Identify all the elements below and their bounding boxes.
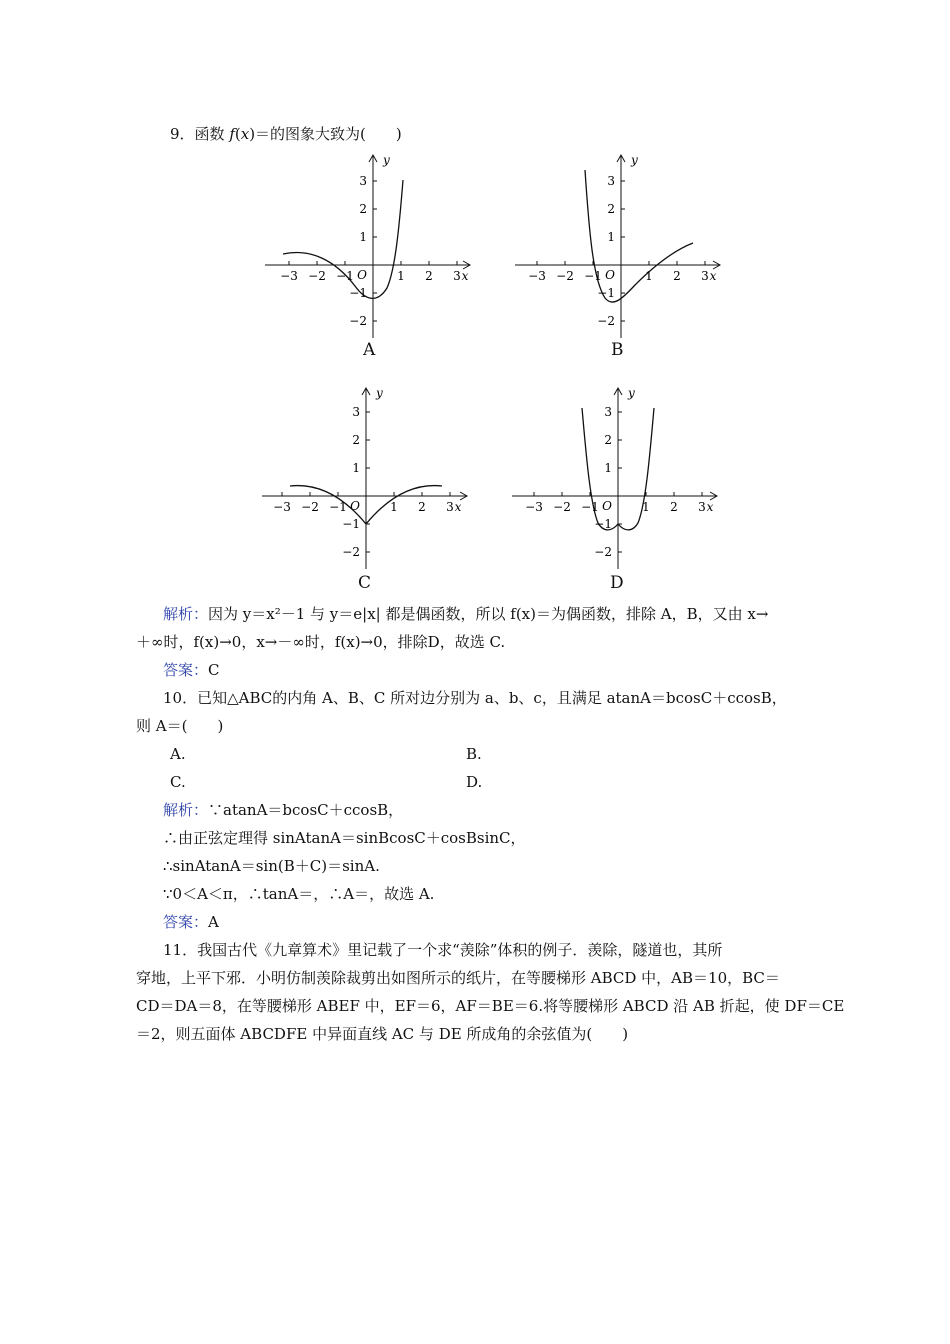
x-tick-label: −3 [525,500,543,514]
q9-analysis-label: 解析： [163,605,209,623]
graph-option-b [515,150,735,360]
x-tick-label: −2 [553,500,571,514]
y-tick-label: 2 [359,202,367,216]
q10-analysis-label: 解析： [163,801,209,819]
y-tick-label: 1 [604,461,612,475]
y-tick-label: 1 [607,230,615,244]
q10-analysis-line4: ∵0＜A＜π，∴tanA＝，∴A＝，故选 A. [163,885,435,903]
y-tick-label: 1 [352,461,360,475]
graph-a-svg [265,150,485,340]
graph-a-label: A [363,340,376,360]
x-tick-label: −3 [280,269,298,283]
graph-c-label: C [358,573,372,593]
y-tick-label: −2 [342,545,360,559]
x-tick-label: 2 [425,269,433,283]
q9-analysis-line1: 解析：因为 y＝x²－1 与 y＝e|x| 都是偶函数，所以 f(x)＝为偶函数，排除 A，B，又由 x→ [163,605,769,623]
q11-line3: CD＝DA＝8，在等腰梯形 ABEF 中，EF＝6，AF＝BE＝6.将等腰梯形 ABCD 沿 AB 折起，使 DF＝CE [136,997,845,1015]
x-tick-label: 3 [698,500,706,514]
y-axis-label: y [383,153,390,167]
y-tick-label: 3 [604,405,612,419]
y-tick-label: 2 [352,433,360,447]
y-axis-label: y [376,386,383,400]
y-tick-label: −2 [594,545,612,559]
q9-answer-label: 答案： [163,661,209,679]
q10-analysis-line3: ∴sinAtanA＝sin(B＋C)＝sinA. [163,857,380,875]
y-tick-label: −2 [349,314,367,328]
y-tick-label: 2 [607,202,615,216]
y-tick-label: −1 [597,286,615,300]
x-tick-label: 1 [645,269,653,283]
x-tick-label: −3 [528,269,546,283]
x-tick-label: 2 [418,500,426,514]
y-axis-label: y [628,386,635,400]
graph-b-label: B [611,340,624,360]
x-axis-label: x [461,269,469,283]
x-tick-label: 3 [701,269,709,283]
x-tick-label: −2 [556,269,574,283]
x-tick-label: −1 [329,500,347,514]
origin-label: O [602,499,612,513]
graph-option-c [262,383,482,593]
x-tick-label: 1 [642,500,650,514]
x-tick-label: 3 [446,500,454,514]
y-tick-label: −1 [594,517,612,531]
y-tick-label: 3 [359,174,367,188]
x-tick-label: −1 [336,269,354,283]
graph-c-svg [262,383,482,573]
y-tick-label: −2 [597,314,615,328]
y-tick-label: 3 [607,174,615,188]
q11-line4: ＝2，则五面体 ABCDFE 中异面直线 AC 与 DE 所成角的余弦值为( ) [136,1025,629,1043]
graph-option-d [512,383,732,593]
x-tick-label: 1 [390,500,398,514]
y-axis-label: y [631,153,638,167]
q10-answer-label: 答案： [163,913,209,931]
q10-stem-line1: 10．已知△ABC的内角 A、B、C 所对边分别为 a、b、c，且满足 atanA＝bcosC＋ccosB， [163,689,787,707]
x-axis-label: x [709,269,717,283]
x-tick-label: 2 [673,269,681,283]
q9-stem: 9．函数 f(x)＝的图象大致为( ) [170,125,402,143]
y-tick-label: −1 [349,286,367,300]
x-tick-label: −2 [301,500,319,514]
q10-analysis-line2: ∴由正弦定理得 sinAtanA＝sinBcosC＋cosBsinC， [163,829,526,847]
graph-d-label: D [610,573,624,593]
x-axis-label: x [706,500,714,514]
q11-line1: 11．我国古代《九章算术》里记载了一个求“羡除”体积的例子．羡除，隧道也，其所 [163,941,723,959]
y-tick-label: 3 [352,405,360,419]
y-tick-label: 2 [604,433,612,447]
graph-d-svg [512,383,732,573]
q11-line2: 穿地，上平下邪．小明仿制羡除裁剪出如图所示的纸片，在等腰梯形 ABCD 中，AB＝10，BC＝ [136,969,780,987]
graph-b-svg [515,150,735,340]
x-tick-label: −1 [581,500,599,514]
q9-answer: 答案：C [163,661,220,679]
x-axis-label: x [454,500,462,514]
q10-option-d: D. [466,773,483,791]
q10-analysis-line1: 解析：∵atanA＝bcosC＋ccosB， [163,801,404,819]
x-tick-label: 2 [670,500,678,514]
origin-label: O [605,268,615,282]
q10-option-c: C. [170,773,186,791]
q9-analysis-line2: ＋∞时，f(x)→0，x→－∞时，f(x)→0，排除D，故选 C. [136,633,506,651]
q10-option-a: A. [170,745,186,763]
y-tick-label: −1 [342,517,360,531]
q10-stem-line2: 则 A＝( ) [136,717,224,735]
y-tick-label: 1 [359,230,367,244]
x-tick-label: −2 [308,269,326,283]
origin-label: O [350,499,360,513]
x-tick-label: 3 [453,269,461,283]
x-tick-label: −3 [273,500,291,514]
origin-label: O [357,268,367,282]
q10-option-b: B. [466,745,482,763]
x-tick-label: −1 [584,269,602,283]
graph-option-a [265,150,485,360]
q10-answer: 答案：A [163,913,219,931]
x-tick-label: 1 [397,269,405,283]
